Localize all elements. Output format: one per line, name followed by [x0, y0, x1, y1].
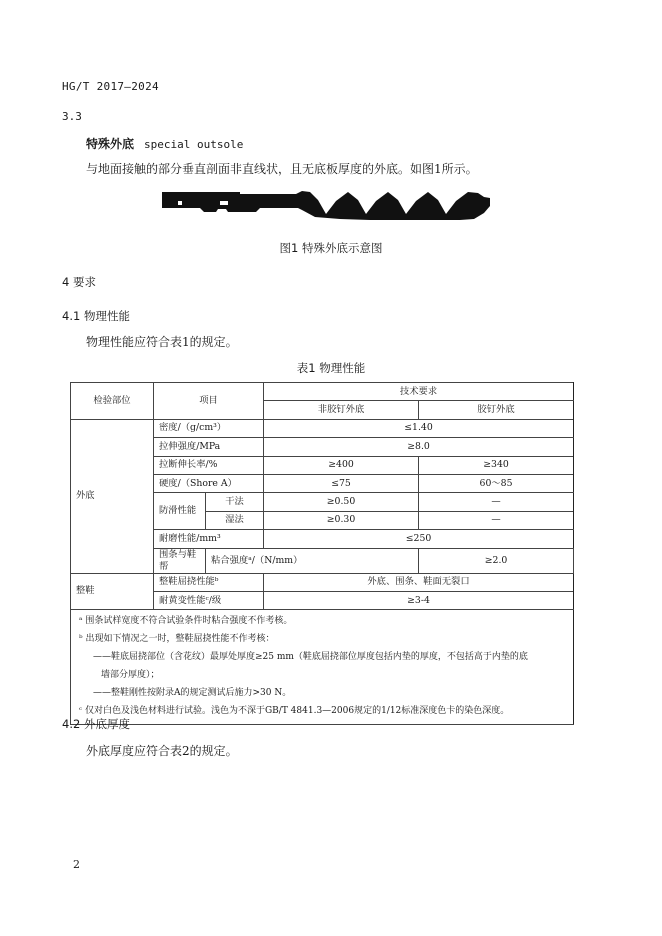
value-dry-non-nail: ≥0.50 [264, 493, 419, 511]
item-adhesion: 粘合强度ᵃ/（N/mm） [206, 548, 419, 573]
note-b: ᵇ 出现如下情况之一时，整鞋屈挠性能不作考核： [79, 634, 275, 645]
physical-properties-table [70, 382, 574, 725]
clause-heading-4-2: 4.2 外底厚度 [62, 717, 130, 731]
value-hardness-nail: 60～85 [419, 474, 574, 492]
value-tensile: ≥8.0 [264, 438, 574, 456]
table-caption: 表1 物理性能 [296, 361, 366, 375]
table-row [71, 419, 574, 437]
value-hardness-non-nail: ≤75 [264, 474, 419, 492]
note-b2: ——整鞋刚性按附录A的规定测试后施力>30 N。 [93, 688, 292, 699]
term-chinese: 特殊外底 [86, 137, 135, 151]
term-entry [86, 135, 243, 152]
value-wet-non-nail: ≥0.30 [264, 511, 419, 529]
clause-heading-4-1: 4.1 物理性能 [62, 309, 130, 323]
group-shoe: 整鞋 [71, 573, 154, 610]
outsole-notch [220, 201, 228, 205]
term-definition: 与地面接触的部分垂直剖面非直线状，且无底板厚度的外底。如图1所示。 [86, 162, 478, 176]
value-elongation-nail: ≥340 [419, 456, 574, 474]
header-item: 项目 [154, 383, 264, 420]
note-b1-cont: 墙部分厚度）； [101, 670, 160, 681]
clause-4-2-text: 外底厚度应符合表2的规定。 [86, 744, 238, 758]
page-number: 2 [73, 858, 80, 871]
item-antislip: 防滑性能 [154, 493, 206, 530]
figure-caption: 图1 特殊外底示意图 [279, 241, 383, 255]
note-b1: ——鞋底屈挠部位（含花纹）最厚处厚度≥25 mm（鞋底屈挠部位厚度包括内垫的厚度，不包括高于内垫的底 [93, 652, 528, 663]
document-code: HG/T 2017—2024 [62, 80, 159, 93]
note-c: ᶜ 仅对白色及浅色材料进行试验。浅色为不深于GB/T 4841.3—2006规定的1/12标准深度色卡的染色深度。 [79, 706, 510, 717]
clause-4-1-text: 物理性能应符合表1的规定。 [86, 335, 238, 349]
value-dry-nail: — [419, 493, 574, 511]
value-adhesion: ≥2.0 [419, 548, 574, 573]
outsole-section-shape [162, 191, 490, 220]
value-elongation-non-nail: ≥400 [264, 456, 419, 474]
item-yellowing: 耐黄变性能ᶜ/级 [154, 591, 264, 609]
outsole-notch [178, 201, 182, 205]
value-yellowing: ≥3-4 [264, 591, 574, 609]
table-row [71, 573, 574, 591]
item-elongation: 拉断伸长率/% [154, 456, 264, 474]
clause-number-3-3: 3.3 [62, 110, 82, 123]
item-antislip-wet: 湿法 [206, 511, 264, 529]
item-hardness: 硬度/（Shore A） [154, 474, 264, 492]
value-density: ≤1.40 [264, 419, 574, 437]
header-tech: 技术要求 [264, 383, 574, 401]
value-abrasion: ≤250 [264, 530, 574, 548]
value-wet-nail: — [419, 511, 574, 529]
header-nail: 胶钉外底 [419, 401, 574, 419]
item-density: 密度/（g/cm³） [154, 419, 264, 437]
item-abrasion: 耐磨性能/mm³ [154, 530, 264, 548]
item-antislip-dry: 干法 [206, 493, 264, 511]
item-tensile: 拉伸强度/MPa [154, 438, 264, 456]
item-flex: 整鞋屈挠性能ᵇ [154, 573, 264, 591]
table-notes [71, 610, 574, 725]
header-part: 检验部位 [71, 383, 154, 420]
special-outsole-figure [160, 188, 492, 222]
value-flex: 外底、围条、鞋面无裂口 [264, 573, 574, 591]
header-non-nail: 非胶钉外底 [264, 401, 419, 419]
group-welt: 围条与鞋帮 [154, 548, 206, 573]
term-english: special outsole [144, 138, 244, 151]
group-outsole: 外底 [71, 419, 154, 573]
note-a: ᵃ 围条试样宽度不符合试验条件时粘合强度不作考核。 [79, 616, 293, 627]
clause-heading-4: 4 要求 [62, 275, 96, 289]
